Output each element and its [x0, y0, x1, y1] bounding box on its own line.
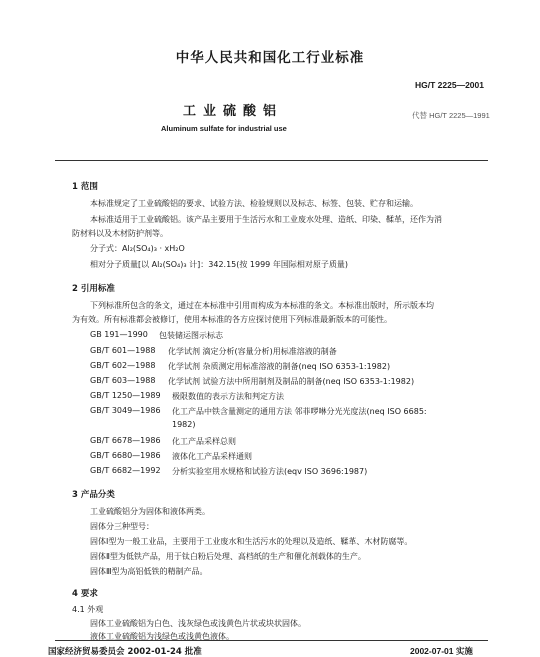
footer-divider: [55, 640, 488, 641]
reference-title: 液体化工产品采样通则: [172, 452, 252, 461]
reference-title: 化学试剂 试验方法中所用制剂及制品的制备(neq ISO 6353-1:1982): [168, 377, 415, 386]
standard-number: HG/T 2225—2001: [415, 80, 484, 90]
reference-title: 包装储运图示标志: [159, 331, 223, 340]
section-heading-classification: 3 产品分类: [72, 490, 115, 500]
section-heading-scope: 1 范围: [72, 182, 98, 192]
reference-title: 化学试剂 滴定分析(容量分析)用标准溶液的制备: [168, 347, 337, 356]
references-intro-line-1: 下列标准所包含的条文，通过在本标准中引用而构成为本标准的条文。本标准出版时，所示版本均: [90, 301, 434, 310]
molecular-formula: 分子式：Al₂(SO₄)₃ · xH₂O: [90, 244, 185, 253]
reference-code: GB/T 1250—1989: [90, 391, 161, 400]
reference-code: GB/T 601—1988: [90, 346, 156, 355]
reference-code: GB/T 603—1988: [90, 376, 156, 385]
classification-line: 工业硫酸铝分为固体和液体两类。: [90, 507, 210, 516]
relative-molecular-mass: 相对分子质量[以 Al₂(SO₄)₃ 计]：342.15(按 1999 年国际相对原子质量): [90, 260, 348, 269]
reference-code: GB/T 6682—1992: [90, 466, 161, 475]
reference-title: 化学试剂 杂质测定用标准溶液的制备(neq ISO 6353-1:1982): [168, 362, 391, 371]
scope-paragraph-1: 本标准规定了工业硫酸铝的要求、试验方法、检验规则以及标志、标签、包装、贮存和运输。: [90, 199, 418, 208]
reference-code: GB 191—1990: [90, 330, 148, 339]
reference-code: GB/T 6680—1986: [90, 451, 161, 460]
reference-title: 分析实验室用水规格和试验方法(eqv ISO 3696:1987): [172, 467, 368, 476]
subsection-heading-appearance: 4.1 外观: [72, 605, 104, 614]
reference-code: GB/T 3049—1986: [90, 406, 161, 415]
document-title: 工业硫酸铝: [183, 104, 284, 119]
classification-line: 固体Ⅱ型为低铁产品，用于钛白粉后处理、高档纸的生产和催化剂载体的生产。: [90, 552, 366, 561]
reference-title-continued: 1982): [172, 420, 196, 429]
references-intro-line-2: 为有效。所有标准都会被修订，使用本标准的各方应探讨使用下列标准最新版本的可能性。: [72, 315, 392, 324]
scope-paragraph-2-line-1: 本标准适用于工业硫酸铝。该产品主要用于生活污水和工业废水处理、造纸、印染、鞣革，还作为消: [90, 215, 442, 224]
reference-title: 极限数值的表示方法和判定方法: [172, 392, 284, 401]
approval-date: 国家经济贸易委员会 2002-01-24 批准: [48, 647, 202, 657]
replaces-note: 代替 HG/T 2225—1991: [412, 111, 490, 120]
english-title: Aluminum sulfate for industrial use: [161, 124, 287, 133]
effective-date: 2002-07-01 实施: [410, 646, 473, 656]
section-heading-references: 2 引用标准: [72, 284, 115, 294]
classification-line: 固体Ⅰ型为一般工业品，主要用于工业废水和生活污水的处理以及造纸、鞣革、木材防腐等。: [90, 537, 413, 546]
classification-line: 固体Ⅲ型为高铝低铁的精制产品。: [90, 567, 208, 576]
classification-line: 固体分三种型号：: [90, 522, 154, 531]
reference-title: 化工产品中铁含量测定的通用方法 邻菲啰啉分光光度法(neq ISO 6685:: [172, 407, 427, 416]
section-heading-requirements: 4 要求: [72, 589, 98, 599]
reference-code: GB/T 6678—1986: [90, 436, 161, 445]
requirements-line: 液体工业硫酸铝为浅绿色或浅黄色液体。: [90, 632, 234, 641]
authority-title: 中华人民共和国化工行业标准: [175, 50, 365, 66]
requirements-line: 固体工业硫酸铝为白色、浅灰绿色或浅黄色片状或块状固体。: [90, 619, 306, 628]
reference-title: 化工产品采样总则: [172, 437, 236, 446]
reference-code: GB/T 602—1988: [90, 361, 156, 370]
scope-paragraph-2-line-2: 防材料以及木材防护剂等。: [72, 229, 168, 238]
header-divider: [55, 160, 488, 161]
